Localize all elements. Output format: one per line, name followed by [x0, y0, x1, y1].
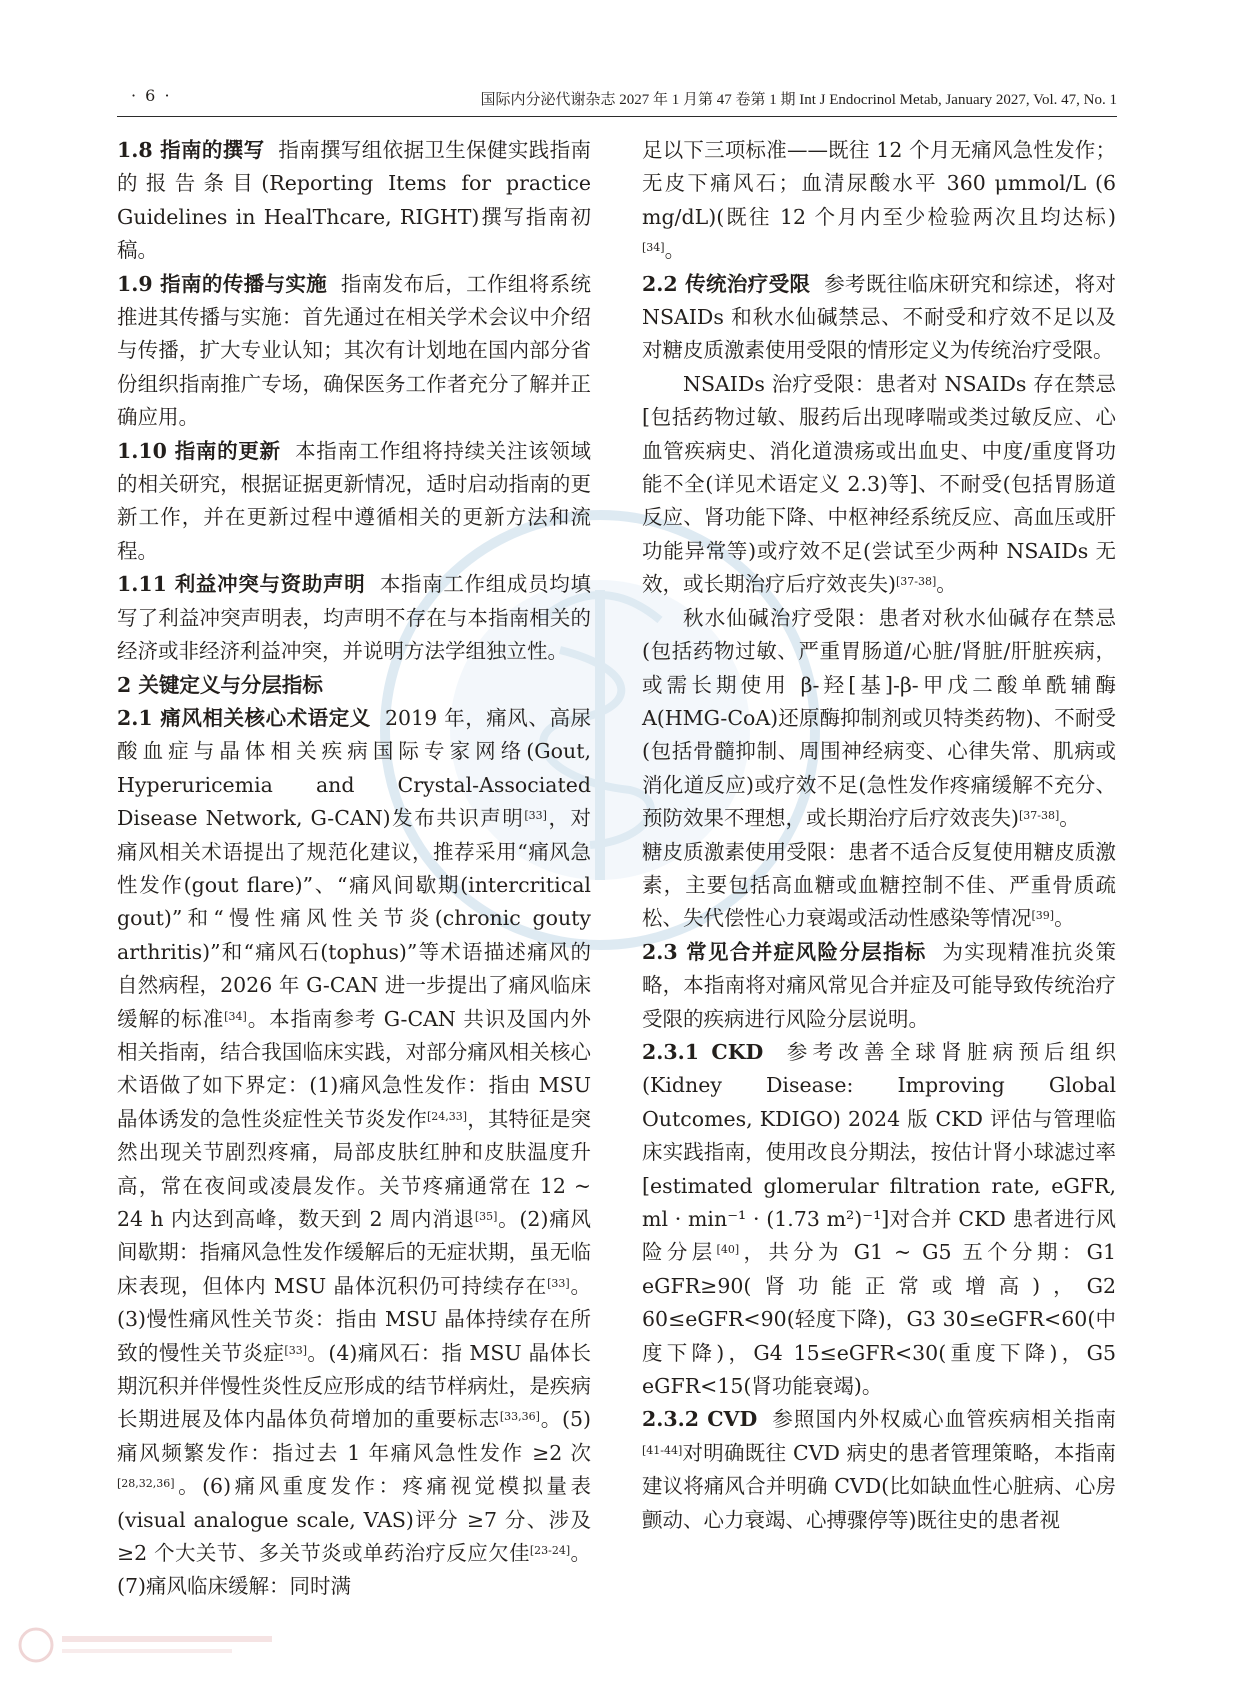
- paragraph-text: 本指南工作组成员均填写了利益冲突声明表，均声明不存在与本指南相关的经济或非经济利益冲突，并说明方法学组独立性。: [117, 572, 591, 664]
- paragraph-text: 参照国内外权威心血管疾病相关指南: [772, 1407, 1116, 1432]
- section-1-11: [117, 568, 591, 668]
- paragraph-text: ，其特征是突然出现关节剧烈疼痛，局部皮肤红肿和皮肤温度升高，常在夜间或凌晨发作。关节疼痛通常在 12 ~ 24 h 内达到高峰，数天到 2 周内消退: [117, 1106, 592, 1231]
- paragraph-text: 对明确既往 CVD 病史的患者管理策略，本指南建议将痛风合并明确 CVD(比如缺血性心脏病、心房颤动、心力衰竭、心搏骤停等)既往史的患者视: [642, 1440, 1116, 1532]
- citation: [41-44]: [642, 1443, 683, 1457]
- section-heading: 1.9 指南的传播与实施: [117, 271, 328, 296]
- citation: [33,36]: [499, 1410, 540, 1424]
- paragraph-text: 足以下三项标准——既往 12 个月无痛风急性发作；无皮下痛风石；血清尿酸水平 360 μmmol/L (6 mg/dL)(既往 12 个月内至少检验两次且均达标): [642, 138, 1116, 229]
- footer-logo-icon: [14, 1622, 284, 1668]
- paragraph-text: 。: [664, 238, 686, 263]
- section-1-10: [117, 435, 591, 569]
- paragraph-text: 指南撰写组依据卫生保健实践指南的报告条目(Reporting Items for practice Guidelines in HealThcare, RIGHT)撰写指南初稿。: [117, 138, 591, 263]
- paragraph-text: 。(7)痛风临床缓解：同时满: [117, 1541, 591, 1599]
- section-2-3: [642, 936, 1116, 1036]
- section-heading: 1.11 利益冲突与资助声明: [117, 572, 366, 597]
- section-2-heading: 2 关键定义与分层指标: [117, 672, 323, 697]
- section-heading: 2.3 常见合并症风险分层指标: [642, 939, 927, 964]
- citation: [39]: [1031, 909, 1055, 923]
- section-2-2: [642, 268, 1116, 368]
- nsaids-paragraph: NSAIDs 治疗受限：患者对 NSAIDs 存在禁忌[包括药物过敏、服药后出现哮喘或类过敏反应、心血管疾病史、消化道溃疡或出血史、中度/重度肾功能不全(详见术语定义 2.3)等]、不耐受(包括胃肠道反应、肾功能下降、中枢神经系统反应、高血压或肝功能异常等)或疗效不足(尝试至少两种 NSAIDs 无效，或长期治疗后疗效丧失)[37-38]。: [642, 371, 1116, 597]
- continued-paragraph: [642, 134, 1116, 268]
- section-2-3-2: [642, 1403, 1116, 1537]
- paragraph-text: 。(3)慢性痛风性关节炎：指由 MSU 晶体持续存在所致的慢性关节炎症: [117, 1273, 592, 1365]
- left-column: [117, 134, 591, 1604]
- paragraph-text: NSAIDs 治疗受限：患者对 NSAIDs 存在禁忌[包括药物过敏、服药后出现哮喘或类过敏反应、心血管疾病史、消化道溃疡或出血史、中度/重度肾功能不全(详见术语定义 2.3)等]、不耐受(包括胃肠道反应、肾功能下降、中枢神经系统反应、高血压或肝功能异常等)或疗效不足(尝试至少两种 NSAIDs 无效，或长期治疗后疗效丧失): [642, 371, 1116, 597]
- paragraph-text: 秋水仙碱治疗受限：患者对秋水仙碱存在禁忌(包括药物过敏、严重胃肠道/心脏/肾脏/肝脏疾病，或需长期使用 β-羟[基]-β-甲戊二酸单酰辅酶 A(HMG-CoA)还原酶抑制剂或贝特类药物)、不耐受(包括骨髓抑制、周围神经病变、心律失常、肌病或消化道反应)或疗效不足(急性发作疼痛缓解不充分、预防效果不理想，或长期治疗后疗效丧失): [642, 605, 1116, 831]
- paragraph-text: 。(4)痛风石：指 MSU 晶体长期沉积并伴慢性炎性反应形成的结节样病灶，是疾病长期进展及体内晶体负荷增加的重要标志: [117, 1340, 591, 1432]
- section-heading: 2.3.2 CVD: [642, 1407, 758, 1432]
- section-heading: 2.1 痛风相关核心术语定义: [117, 705, 371, 730]
- colchicine-paragraph: 秋水仙碱治疗受限：患者对秋水仙碱存在禁忌(包括药物过敏、严重胃肠道/心脏/肾脏/肝脏疾病，或需长期使用 β-羟[基]-β-甲戊二酸单酰辅酶 A(HMG-CoA)还原酶抑制剂或贝特类药物)、不耐受(包括骨髓抑制、周围神经病变、心律失常、肌病或消化道反应)或疗效不足(急性发作疼痛缓解不充分、预防效果不理想，或长期治疗后疗效丧失)[37-38]。: [642, 605, 1116, 831]
- paragraph-text: ，对痛风相关术语提出了规范化建议，推荐采用“痛风急性发作(gout flare)”、“痛风间歇期(intercritical gout)”和“慢性痛风性关节炎(chronic gouty arthritis)”和“痛风石(tophus)”等术语描述痛风的自然病程，2026 年 G-CAN 进一步提出了痛风临床缓解的标准: [117, 806, 592, 1031]
- citation: [37-38]: [896, 575, 937, 589]
- section-2-1: [117, 702, 591, 1604]
- paragraph-text: 本指南工作组将持续关注该领域的相关研究，根据证据更新情况，适时启动指南的更新工作，并在更新过程中遵循相关的更新方法和流程。: [117, 438, 591, 563]
- citation: [40]: [716, 1243, 740, 1257]
- citation: [23-24]: [529, 1544, 571, 1558]
- section-1-9: [117, 268, 591, 435]
- paragraph-text: 指南发布后，工作组将系统推进其传播与实施：首先通过在相关学术会议中介绍与传播，扩大专业认知；其次有计划地在国内部分省份组织指南推广专场，确保医务工作者充分了解并正确应用。: [117, 271, 591, 430]
- paragraph-text: 。(2)痛风间歇期：指痛风急性发作缓解后的无症状期，虽无临床表现，但体内 MSU 晶体沉积仍可持续存在: [117, 1207, 591, 1298]
- citation: [33]: [524, 809, 547, 823]
- section-heading: 1.10 指南的更新: [117, 438, 281, 463]
- section-heading: 1.8 指南的撰写: [117, 138, 265, 162]
- paragraph-text: ，共分为 G1 ~ G5 五个分期：G1 eGFR≥90(肾功能正常或增高)，G2 60≤eGFR<90(轻度下降)，G3 30≤eGFR<60(中度下降)，G4 15≤eGFR<30(重度下降)，G5 eGFR<15(肾功能衰竭)。: [642, 1240, 1117, 1399]
- paragraph-text: 为实现精准抗炎策略，本指南将对痛风常见合并症及可能导致传统治疗受限的疾病进行风险分层说明。: [642, 939, 1116, 1031]
- paragraph-text: 2019 年，痛风、高尿酸血症与晶体相关疾病国际专家网络(Gout, Hyperuricemia and Crystal-Associated Disease Network, G-CAN)发布共识声明: [117, 705, 591, 831]
- citation: [37-38]: [1019, 809, 1060, 823]
- paragraph-text: 。(6)痛风重度发作：疼痛视觉模拟量表(visual analogue scale, VAS)评分 ≥7 分、涉及 ≥2 个大关节、多关节炎或单药治疗反应欠佳: [117, 1474, 591, 1566]
- citation: [28,32,36]: [117, 1477, 175, 1491]
- citation: [34]: [642, 241, 665, 255]
- citation: [34]: [224, 1009, 247, 1023]
- page-number: · 6 ·: [131, 86, 172, 105]
- section-heading: 2.2 传统治疗受限: [642, 271, 811, 296]
- paragraph-text: 。本指南参考 G-CAN 共识及国内外相关指南，结合我国临床实践，对部分痛风相关核心术语做了如下界定：(1)痛风急性发作：指由 MSU 晶体诱发的急性炎症性关节炎发作: [117, 1006, 591, 1131]
- right-column: [642, 134, 1116, 1537]
- section-1-8: [117, 134, 591, 268]
- paragraph-text: 参考改善全球肾脏病预后组织(Kidney Disease: Improving Global Outcomes, KDIGO) 2024 版 CKD 评估与管理临床实践指南，使用改良分期法，按估计肾小球滤过率[estimated glomerular filtration rate, eGFR, ml · min⁻¹ · (1.73 m²)⁻¹]对合并 CKD 患者进行风险分层: [642, 1039, 1116, 1265]
- paragraph-text: 糖皮质激素使用受限：患者不适合反复使用糖皮质激素，主要包括高血糖或血糖控制不佳、严重骨质疏松、失代偿性心力衰竭或活动性感染等情况: [642, 839, 1116, 931]
- section-2-3-1: [642, 1036, 1116, 1403]
- paragraph-text: 。(5)痛风频繁发作：指过去 1 年痛风急性发作 ≥2 次: [117, 1407, 591, 1465]
- page-header: [117, 80, 1117, 117]
- citation: [33]: [547, 1276, 570, 1290]
- paragraph-text: 参考既往临床研究和综述，将对 NSAIDs 和秋水仙碱禁忌、不耐受和疗效不足以及对糖皮质激素使用受限的情形定义为传统治疗受限。: [642, 271, 1116, 363]
- citation: [35]: [474, 1210, 498, 1223]
- running-title: 国际内分泌代谢杂志 2027 年 1 月第 47 卷第 1 期 Int J Endocrinol Metab, January 2027, Vol. 47, No. 1: [480, 92, 1117, 108]
- citation: [33]: [284, 1343, 307, 1357]
- citation: [24,33]: [426, 1109, 468, 1123]
- section-heading: 2.3.1 CKD: [642, 1039, 764, 1064]
- glucocorticoid-paragraph: 糖皮质激素使用受限：患者不适合反复使用糖皮质激素，主要包括高血糖或血糖控制不佳、严重骨质疏松、失代偿性心力衰竭或活动性感染等情况[39]。: [642, 839, 1116, 931]
